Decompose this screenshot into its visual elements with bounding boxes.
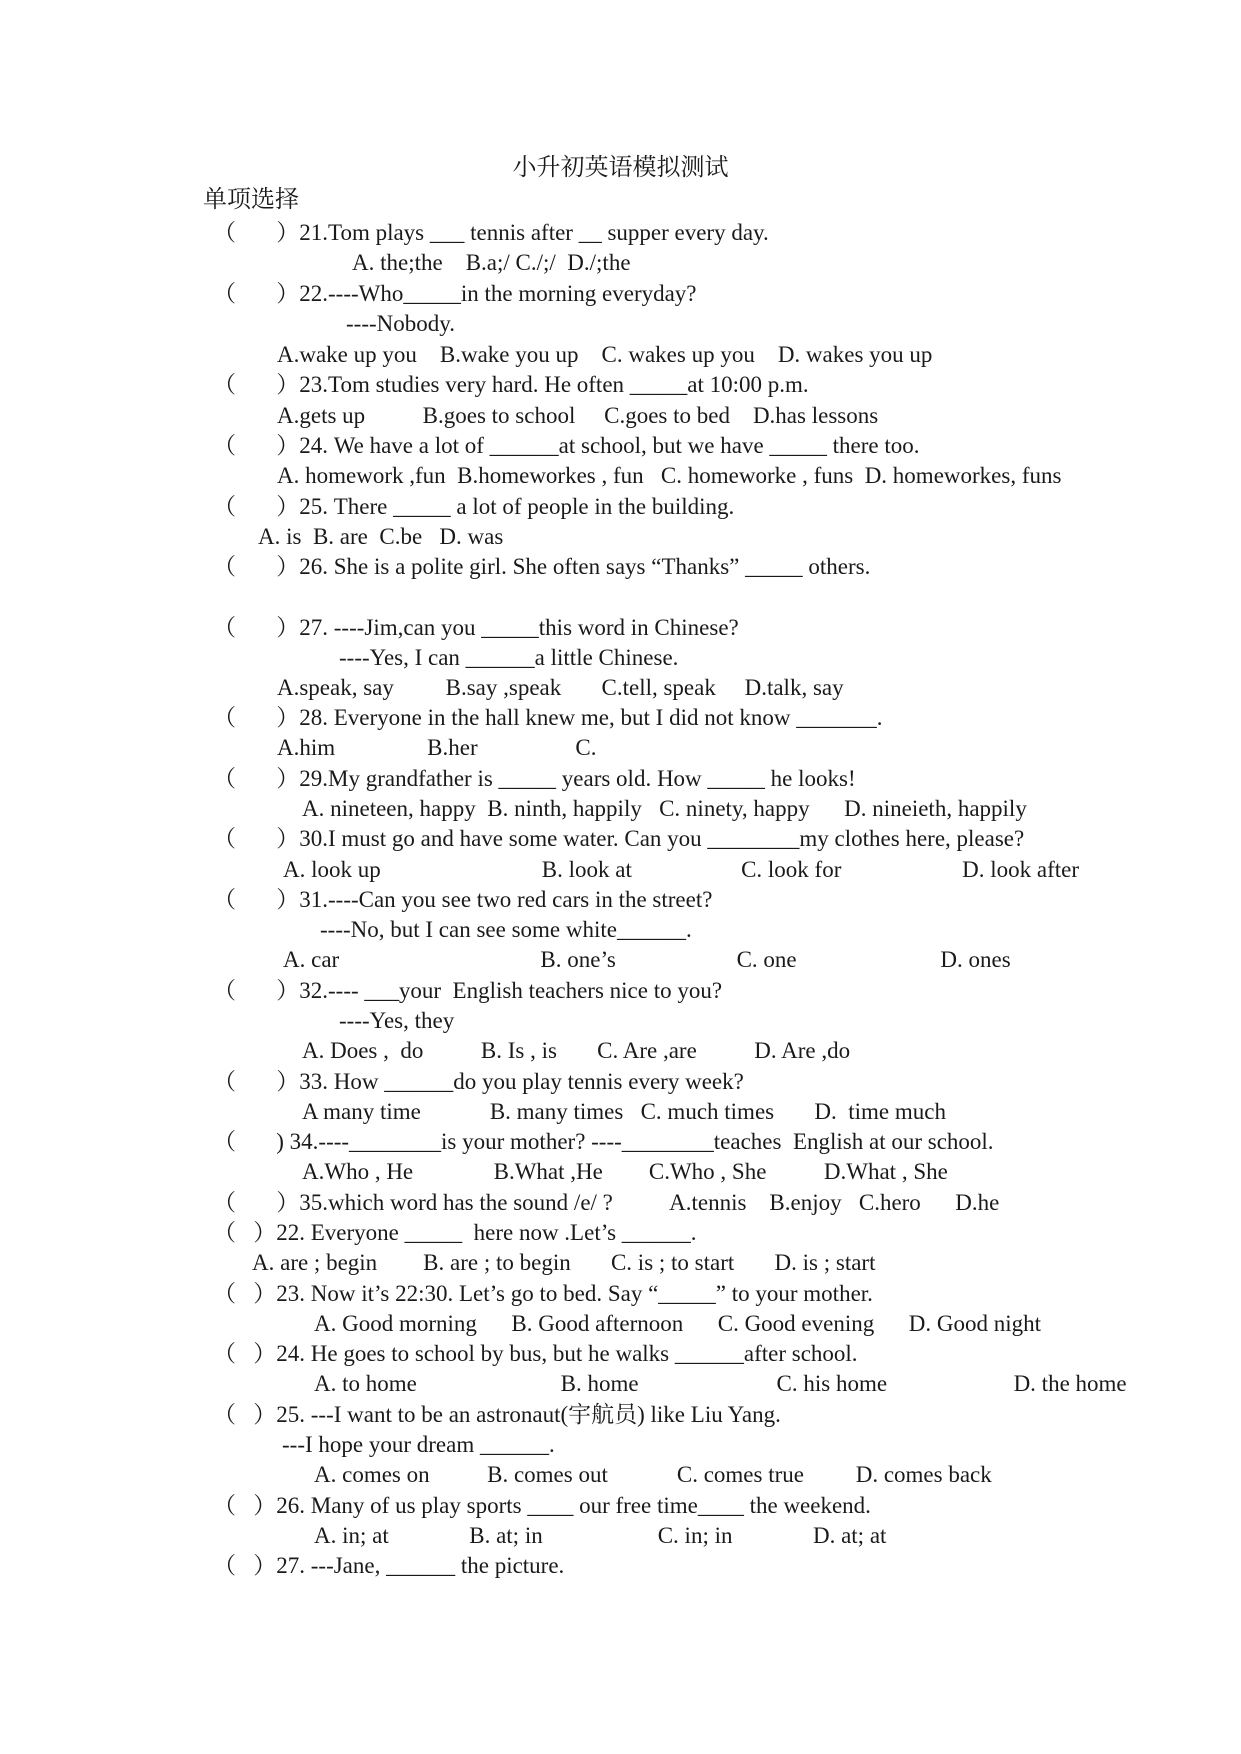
question-line: A. nineteen, happy B. ninth, happily C. ninety, happy D. nineieth, happily bbox=[302, 796, 1027, 821]
question-line: A. is B. are C.be D. was bbox=[258, 524, 504, 549]
question-line: A.gets up B.goes to school C.goes to bed D.has lessons bbox=[277, 403, 879, 428]
question-line: ----No, but I can see some white______. bbox=[320, 917, 692, 942]
question-line: A. the;the B.a;/ C./;/ D./;the bbox=[352, 250, 631, 275]
question-line: A. comes on B. comes out C. comes true D. comes back bbox=[314, 1462, 992, 1487]
question-line: A. look up B. look at C. look for D. look after bbox=[283, 857, 1080, 882]
question-line: A.speak, say B.say ,speak C.tell, speak D.talk, say bbox=[277, 675, 844, 700]
question-line: （ ）25. There _____ a lot of people in the building. bbox=[213, 494, 735, 519]
question-line: （ ）23. Now it’s 22:30. Let’s go to bed. Say “_____” to your mother. bbox=[213, 1281, 873, 1306]
question-line: （ ）32.---- ___your English teachers nice to you? bbox=[213, 978, 723, 1003]
question-line: （ ) 34.----________is your mother? ----________teaches English at our school. bbox=[213, 1129, 994, 1154]
question-line: （ ）27. ----Jim,can you _____this word in Chinese? bbox=[213, 615, 739, 640]
question-line: （ ）31.----Can you see two red cars in the street? bbox=[213, 887, 713, 912]
question-line: A. in; at B. at; in C. in; in D. at; at bbox=[314, 1523, 887, 1548]
question-line: ---I hope your dream ______. bbox=[282, 1432, 555, 1457]
question-line: A. car B. one’s C. one D. ones bbox=[283, 947, 1011, 972]
question-line: A many time B. many times C. much times D. time much bbox=[302, 1099, 946, 1124]
question-line: （ ）24. We have a lot of ______at school, but we have _____ there too. bbox=[213, 433, 920, 458]
question-line: （ ）35.which word has the sound /e/ ? A.tennis B.enjoy C.hero D.he bbox=[213, 1190, 1000, 1215]
question-line: （ ）22. Everyone _____ here now .Let’s ______. bbox=[213, 1220, 697, 1245]
question-line: （ ）27. ---Jane, ______ the picture. bbox=[213, 1553, 565, 1578]
question-line: （ ）29.My grandfather is _____ years old. How _____ he looks! bbox=[213, 766, 856, 791]
question-line: （ ）23.Tom studies very hard. He often _____at 10:00 p.m. bbox=[213, 372, 809, 397]
question-line: （ ）28. Everyone in the hall knew me, but I did not know _______. bbox=[213, 705, 883, 730]
question-line: ----Yes, they bbox=[339, 1008, 455, 1033]
question-line: ----Nobody. bbox=[346, 311, 456, 336]
question-line: A. are ; begin B. are ; to begin C. is ; to start D. is ; start bbox=[252, 1250, 876, 1275]
question-line: （ ）30.I must go and have some water. Can you ________my clothes here, please? bbox=[213, 826, 1025, 851]
question-line: A. Good morning B. Good afternoon C. Good evening D. Good night bbox=[314, 1311, 1041, 1336]
question-line: A.wake up you B.wake you up C. wakes up you D. wakes you up bbox=[277, 342, 933, 367]
question-line: A. homework ,fun B.homeworkes , fun C. homeworke , funs D. homeworkes, funs bbox=[277, 463, 1062, 488]
question-line: A. Does , do B. Is , is C. Are ,are D. Are ,do bbox=[302, 1038, 851, 1063]
question-line: A.him B.her C. bbox=[277, 735, 597, 760]
question-line: （ ）26. She is a polite girl. She often says “Thanks” _____ others. bbox=[213, 554, 871, 579]
question-line: ----Yes, I can ______a little Chinese. bbox=[339, 645, 679, 670]
section-heading: 单项选择 bbox=[203, 187, 299, 213]
question-line: A. to home B. home C. his home D. the home bbox=[314, 1371, 1127, 1396]
question-line: （ ）33. How ______do you play tennis every week? bbox=[213, 1069, 744, 1094]
question-line: （ ）24. He goes to school by bus, but he walks ______after school. bbox=[213, 1341, 858, 1366]
question-line: （ ）26. Many of us play sports ____ our free time____ the weekend. bbox=[213, 1493, 871, 1518]
question-line: A.Who , He B.What ,He C.Who , She D.What , She bbox=[302, 1159, 948, 1184]
question-line: （ ）22.----Who_____in the morning everyday? bbox=[213, 281, 697, 306]
question-line: （ ）21.Tom plays ___ tennis after __ supper every day. bbox=[213, 220, 769, 245]
page-title: 小升初英语模拟测试 bbox=[512, 155, 729, 181]
question-line: （ ）25. ---I want to be an astronaut(宇航员) like Liu Yang. bbox=[213, 1402, 781, 1427]
